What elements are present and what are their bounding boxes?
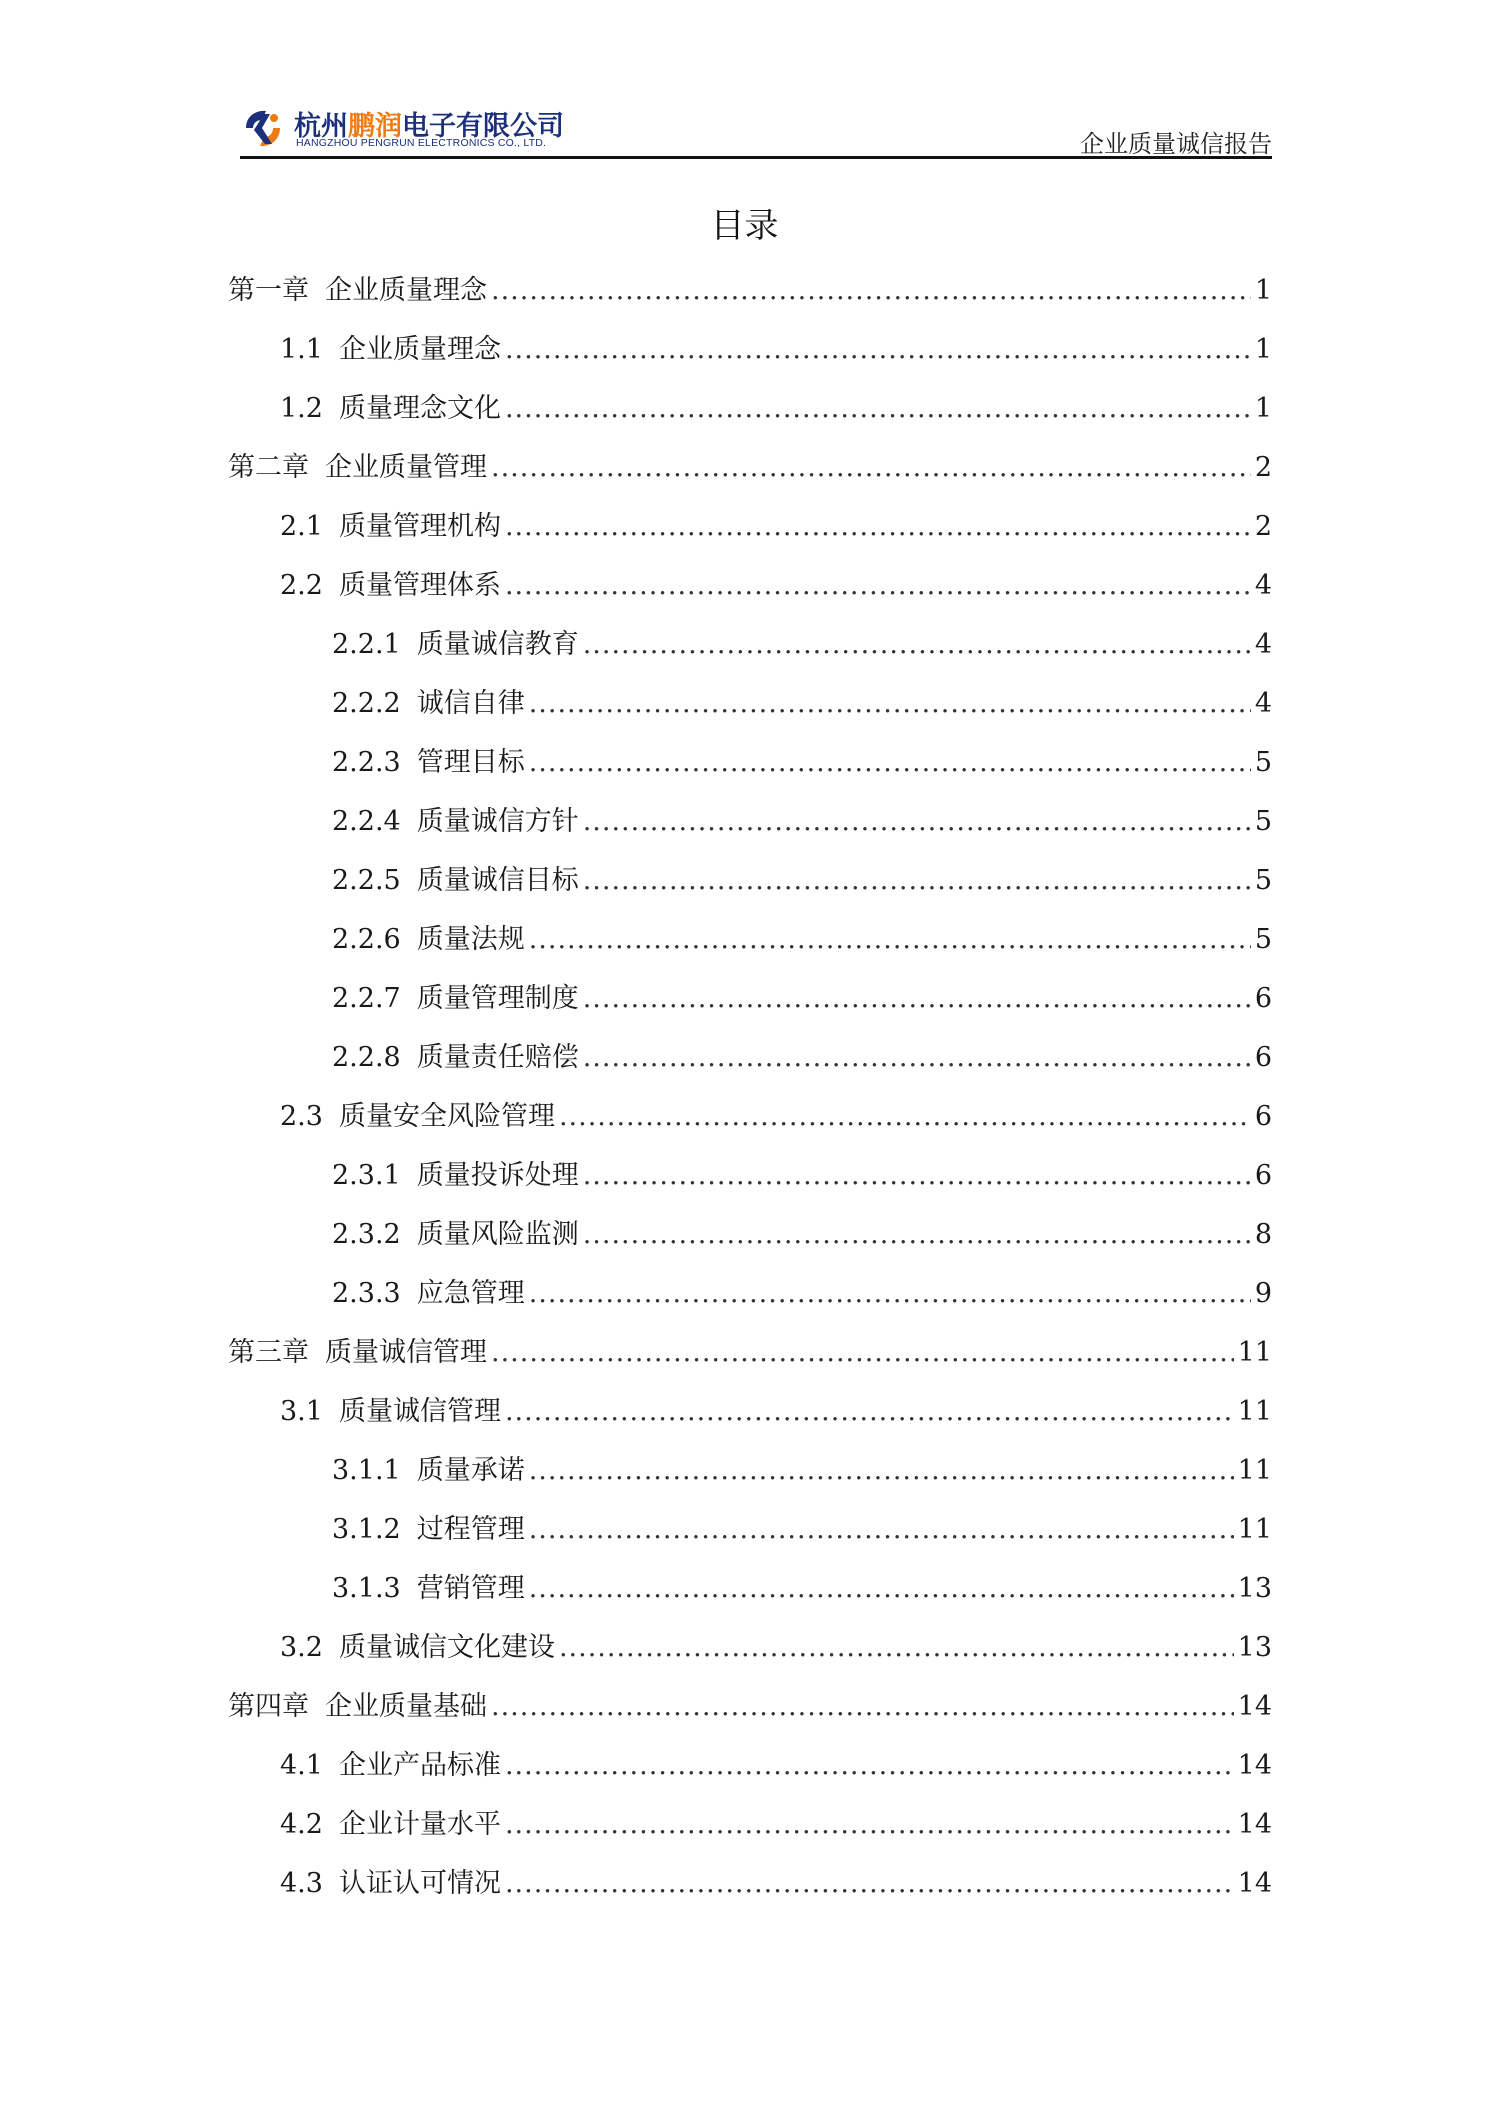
toc-entry-title: 质量诚信目标 xyxy=(416,865,579,896)
toc-entry-number: 2.3.1 xyxy=(332,1160,401,1191)
toc-entry[interactable] xyxy=(228,1448,1272,1507)
toc-entry-title: 质量诚信教育 xyxy=(416,629,579,660)
toc-entry[interactable] xyxy=(228,445,1272,504)
toc-dot-leader xyxy=(505,1750,1234,1781)
toc-dot-leader xyxy=(491,275,1251,306)
toc-entry[interactable] xyxy=(228,563,1272,622)
toc-entry-number: 3.1.3 xyxy=(332,1573,401,1604)
toc-dot-leader xyxy=(583,806,1251,837)
toc-entry[interactable] xyxy=(228,622,1272,681)
toc-dot-leader xyxy=(583,1219,1251,1250)
toc-entry-number: 第一章 xyxy=(228,275,309,306)
toc-dot-leader xyxy=(505,393,1251,424)
toc-dot-leader xyxy=(491,1691,1234,1722)
toc-dot-leader xyxy=(583,983,1251,1014)
toc-entry-page: 4 xyxy=(1254,688,1272,719)
toc-entry[interactable] xyxy=(228,1271,1272,1330)
toc-entry[interactable] xyxy=(228,799,1272,858)
toc-dot-leader xyxy=(529,1455,1234,1486)
toc-entry-title: 质量法规 xyxy=(416,924,525,955)
toc-entry-title: 质量管理制度 xyxy=(416,983,579,1014)
toc-entry-page: 11 xyxy=(1237,1337,1272,1368)
toc-entry-title: 营销管理 xyxy=(416,1573,525,1604)
toc-entry-number: 2.2.1 xyxy=(332,629,401,660)
toc-dot-leader xyxy=(529,1278,1251,1309)
toc-entry-title: 认证认可情况 xyxy=(338,1868,501,1899)
toc-entry-page: 14 xyxy=(1237,1809,1272,1840)
toc-entry-page: 1 xyxy=(1254,393,1272,424)
toc-dot-leader xyxy=(505,1868,1234,1899)
company-logo-icon xyxy=(240,106,286,152)
toc-dot-leader xyxy=(505,334,1251,365)
toc-title: 目录 xyxy=(710,206,779,246)
toc-entry-number: 4.1 xyxy=(280,1750,323,1781)
toc-entry[interactable] xyxy=(228,1153,1272,1212)
toc-entry[interactable] xyxy=(228,1802,1272,1861)
toc-entry-page: 13 xyxy=(1237,1632,1272,1663)
toc-entry-number: 2.3.2 xyxy=(332,1219,401,1250)
toc-entry-page: 14 xyxy=(1237,1868,1272,1899)
toc-entry-title: 质量管理机构 xyxy=(338,511,501,542)
toc-entry-page: 9 xyxy=(1254,1278,1272,1309)
toc-entry[interactable] xyxy=(228,504,1272,563)
toc-entry-title: 质量管理体系 xyxy=(338,570,501,601)
toc-entry-title: 质量承诺 xyxy=(416,1455,525,1486)
toc-entry-number: 第三章 xyxy=(228,1337,309,1368)
toc-entry[interactable] xyxy=(228,1743,1272,1802)
toc-entry-number: 2.3.3 xyxy=(332,1278,401,1309)
toc-dot-leader xyxy=(559,1632,1234,1663)
toc-entry-number: 2.2.2 xyxy=(332,688,401,719)
table-of-contents xyxy=(228,268,1272,1920)
toc-entry-number: 1.2 xyxy=(280,393,323,424)
toc-dot-leader xyxy=(529,924,1251,955)
toc-dot-leader xyxy=(583,1042,1251,1073)
toc-dot-leader xyxy=(505,1809,1234,1840)
toc-entry-page: 11 xyxy=(1237,1396,1272,1427)
toc-entry-page: 11 xyxy=(1237,1514,1272,1545)
toc-entry-number: 2.2.5 xyxy=(332,865,401,896)
toc-entry-title: 质量风险监测 xyxy=(416,1219,579,1250)
toc-dot-leader xyxy=(529,688,1251,719)
toc-entry-title: 质量理念文化 xyxy=(338,393,501,424)
toc-entry-number: 2.2 xyxy=(280,570,323,601)
toc-entry-page: 5 xyxy=(1254,865,1272,896)
logo-cn-prefix: 杭州 xyxy=(294,111,348,142)
toc-entry[interactable] xyxy=(228,1389,1272,1448)
toc-entry-title: 质量诚信方针 xyxy=(416,806,579,837)
toc-entry-number: 3.1 xyxy=(280,1396,323,1427)
toc-entry-title: 质量诚信管理 xyxy=(338,1396,501,1427)
toc-entry-page: 1 xyxy=(1254,275,1272,306)
toc-entry-number: 2.3 xyxy=(280,1101,323,1132)
toc-entry[interactable] xyxy=(228,1566,1272,1625)
toc-entry-number: 3.2 xyxy=(280,1632,323,1663)
toc-entry-page: 14 xyxy=(1237,1691,1272,1722)
toc-entry[interactable] xyxy=(228,1035,1272,1094)
toc-entry-number: 2.1 xyxy=(280,511,323,542)
toc-entry-title: 应急管理 xyxy=(416,1278,525,1309)
toc-dot-leader xyxy=(529,747,1251,778)
toc-entry-number: 第二章 xyxy=(228,452,309,483)
toc-entry-title: 企业质量管理 xyxy=(325,452,487,483)
toc-entry[interactable] xyxy=(228,976,1272,1035)
toc-entry-number: 3.1.1 xyxy=(332,1455,401,1486)
toc-entry-page: 5 xyxy=(1254,806,1272,837)
toc-dot-leader xyxy=(505,1396,1234,1427)
company-logo xyxy=(240,100,565,158)
toc-entry-page: 6 xyxy=(1254,1160,1272,1191)
toc-entry-page: 4 xyxy=(1254,629,1272,660)
toc-entry-number: 2.2.4 xyxy=(332,806,401,837)
toc-entry[interactable] xyxy=(228,1094,1272,1153)
toc-entry-page: 1 xyxy=(1254,334,1272,365)
toc-entry[interactable] xyxy=(228,858,1272,917)
toc-entry-number: 第四章 xyxy=(228,1691,309,1722)
toc-entry-number: 2.2.3 xyxy=(332,747,401,778)
toc-entry-page: 5 xyxy=(1254,924,1272,955)
toc-dot-leader xyxy=(583,629,1251,660)
toc-entry-title: 质量安全风险管理 xyxy=(338,1101,555,1132)
toc-entry-page: 5 xyxy=(1254,747,1272,778)
toc-entry-title: 企业计量水平 xyxy=(338,1809,501,1840)
toc-entry-title: 诚信自律 xyxy=(416,688,525,719)
toc-entry-page: 6 xyxy=(1254,1042,1272,1073)
toc-entry-page: 4 xyxy=(1254,570,1272,601)
toc-entry-title: 质量诚信文化建设 xyxy=(338,1632,555,1663)
toc-entry[interactable] xyxy=(228,917,1272,976)
toc-dot-leader xyxy=(505,570,1251,601)
toc-entry-number: 1.1 xyxy=(280,334,323,365)
toc-entry[interactable] xyxy=(228,386,1272,445)
logo-cn-highlight: 鹏润 xyxy=(348,111,402,142)
toc-entry-title: 企业质量理念 xyxy=(325,275,487,306)
toc-entry-title: 企业质量基础 xyxy=(325,1691,487,1722)
toc-dot-leader xyxy=(491,1337,1234,1368)
toc-entry[interactable] xyxy=(228,1507,1272,1566)
logo-english-name: HANGZHOU PENGRUN ELECTRONICS CO., LTD. xyxy=(296,137,547,149)
toc-entry[interactable] xyxy=(228,327,1272,386)
toc-entry-title: 管理目标 xyxy=(416,747,525,778)
toc-entry-page: 13 xyxy=(1237,1573,1272,1604)
toc-entry-page: 14 xyxy=(1237,1750,1272,1781)
toc-entry-title: 过程管理 xyxy=(416,1514,525,1545)
toc-dot-leader xyxy=(529,1514,1234,1545)
logo-cn-suffix: 电子有限公司 xyxy=(402,111,564,142)
toc-entry-page: 6 xyxy=(1254,1101,1272,1132)
toc-dot-leader xyxy=(583,1160,1251,1191)
toc-entry[interactable] xyxy=(228,1861,1272,1920)
toc-entry[interactable] xyxy=(228,268,1272,327)
toc-dot-leader xyxy=(529,1573,1234,1604)
report-title: 企业质量诚信报告 xyxy=(1080,130,1272,158)
toc-entry-page: 2 xyxy=(1254,511,1272,542)
toc-entry-title: 企业产品标准 xyxy=(338,1750,501,1781)
toc-entry-title: 企业质量理念 xyxy=(338,334,501,365)
toc-entry[interactable] xyxy=(228,1684,1272,1743)
toc-entry-page: 2 xyxy=(1254,452,1272,483)
toc-entry-page: 8 xyxy=(1254,1219,1272,1250)
toc-entry[interactable] xyxy=(228,740,1272,799)
toc-entry-page: 6 xyxy=(1254,983,1272,1014)
toc-entry-number: 2.2.7 xyxy=(332,983,401,1014)
toc-entry[interactable] xyxy=(228,1330,1272,1389)
toc-entry-title: 质量投诉处理 xyxy=(416,1160,579,1191)
toc-dot-leader xyxy=(491,452,1251,483)
toc-entry-number: 2.2.6 xyxy=(332,924,401,955)
toc-dot-leader xyxy=(559,1101,1251,1132)
header-divider xyxy=(240,156,1272,159)
toc-entry-number: 4.3 xyxy=(280,1868,323,1899)
toc-dot-leader xyxy=(505,511,1251,542)
toc-entry-title: 质量诚信管理 xyxy=(325,1337,487,1368)
toc-entry-title: 质量责任赔偿 xyxy=(416,1042,579,1073)
page-header xyxy=(240,100,1272,158)
toc-entry-number: 3.1.2 xyxy=(332,1514,401,1545)
toc-entry[interactable] xyxy=(228,681,1272,740)
toc-dot-leader xyxy=(583,865,1251,896)
toc-entry-page: 11 xyxy=(1237,1455,1272,1486)
toc-entry-number: 4.2 xyxy=(280,1809,323,1840)
toc-entry-number: 2.2.8 xyxy=(332,1042,401,1073)
toc-entry[interactable] xyxy=(228,1212,1272,1271)
toc-entry[interactable] xyxy=(228,1625,1272,1684)
